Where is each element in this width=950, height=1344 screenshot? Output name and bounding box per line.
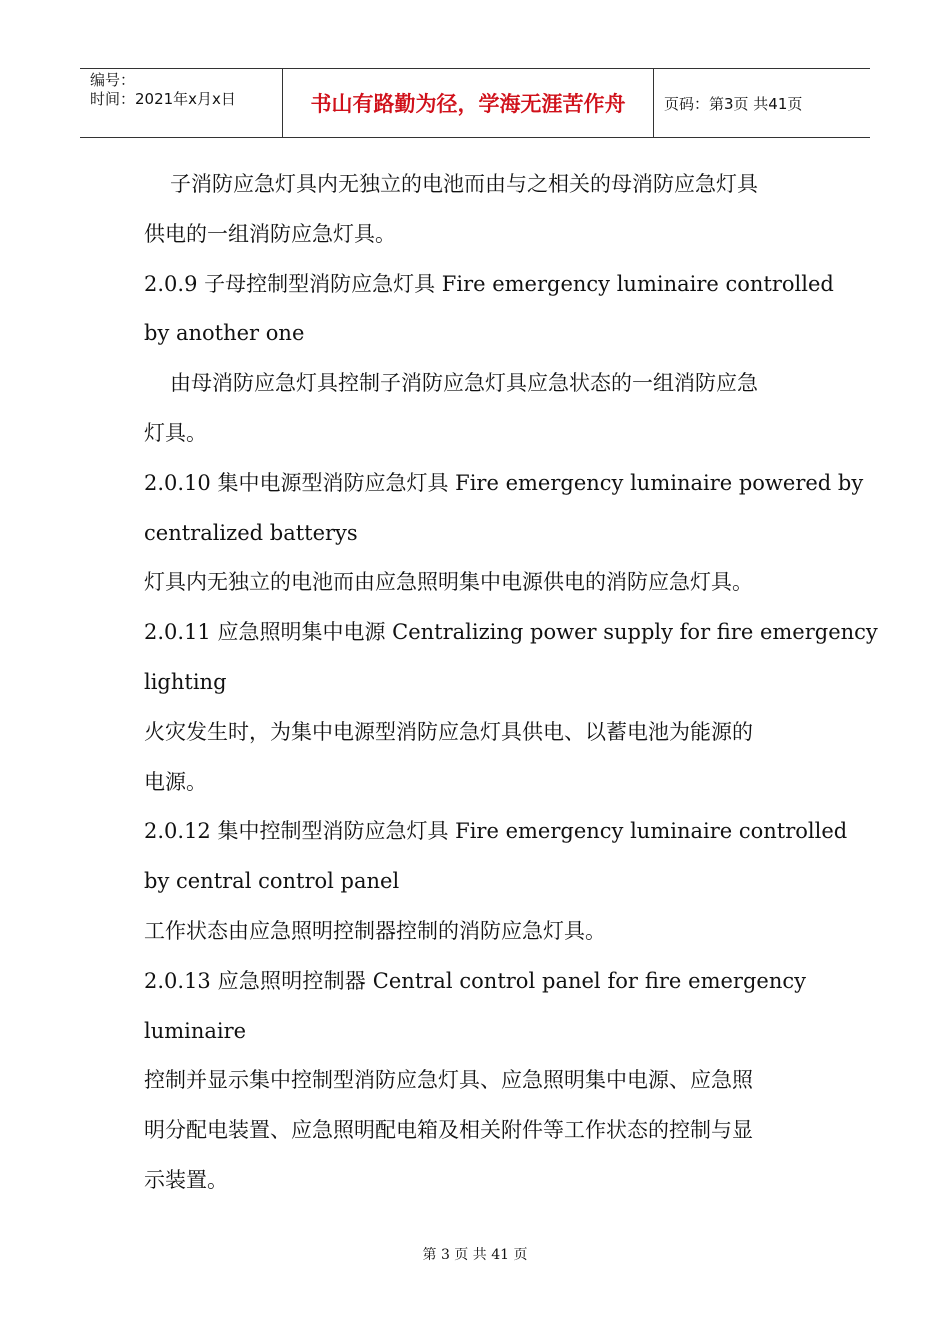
term-heading: 2.0.9 子母控制型消防应急灯具 Fire emergency luminaire controlled (144, 271, 834, 296)
body-line: 灯具。 (144, 420, 207, 445)
term-heading-cont: by central control panel (144, 869, 400, 894)
page-header (80, 68, 870, 138)
body-line: 示装置。 (144, 1167, 228, 1192)
term-heading: 2.0.12 集中控制型消防应急灯具 Fire emergency luminaire controlled (144, 819, 848, 844)
header-meta (80, 69, 282, 137)
term-heading: 2.0.10 集中电源型消防应急灯具 Fire emergency luminaire powered by (144, 470, 864, 495)
term-heading-cont: by another one (144, 321, 305, 346)
header-page-info: 页码：第3页 共41页 (664, 94, 803, 113)
body-line: 供电的一组消防应急灯具。 (144, 221, 396, 246)
document-date: 时间：2021年x月x日 (90, 90, 236, 108)
term-heading: 2.0.13 应急照明控制器 Central control panel for fire emergency (144, 968, 806, 993)
body-line: 控制并显示集中控制型消防应急灯具、应急照明集中电源、应急照 (144, 1068, 753, 1093)
body-line: 子消防应急灯具内无独立的电池而由与之相关的母消防应急灯具 (170, 172, 758, 196)
body-line: 火灾发生时，为集中电源型消防应急灯具供电、以蓄电池为能源的 (144, 719, 753, 744)
page-footer: 第 3 页 共 41 页 (422, 1247, 528, 1263)
body-line: 工作状态由应急照明控制器控制的消防应急灯具。 (144, 918, 606, 943)
term-heading-cont: luminaire (144, 1018, 247, 1043)
body-line: 电源。 (144, 769, 207, 794)
body-line: 灯具内无独立的电池而由应急照明集中电源供电的消防应急灯具。 (144, 570, 753, 595)
body-line: 由母消防应急灯具控制子消防应急灯具应急状态的一组消防应急 (170, 371, 758, 396)
body-line: 明分配电装置、应急照明配电箱及相关附件等工作状态的控制与显 (144, 1118, 753, 1143)
term-heading: 2.0.11 应急照明集中电源 Centralizing power supply for fire emergency (144, 620, 878, 645)
document-body (144, 160, 878, 1206)
header-motto: 书山有路勤为径，学海无涯苦作舟 (282, 69, 654, 137)
term-heading-cont: centralized batterys (144, 520, 358, 545)
term-heading-cont: lighting (144, 669, 227, 694)
document-number-label: 编号： (90, 71, 136, 89)
